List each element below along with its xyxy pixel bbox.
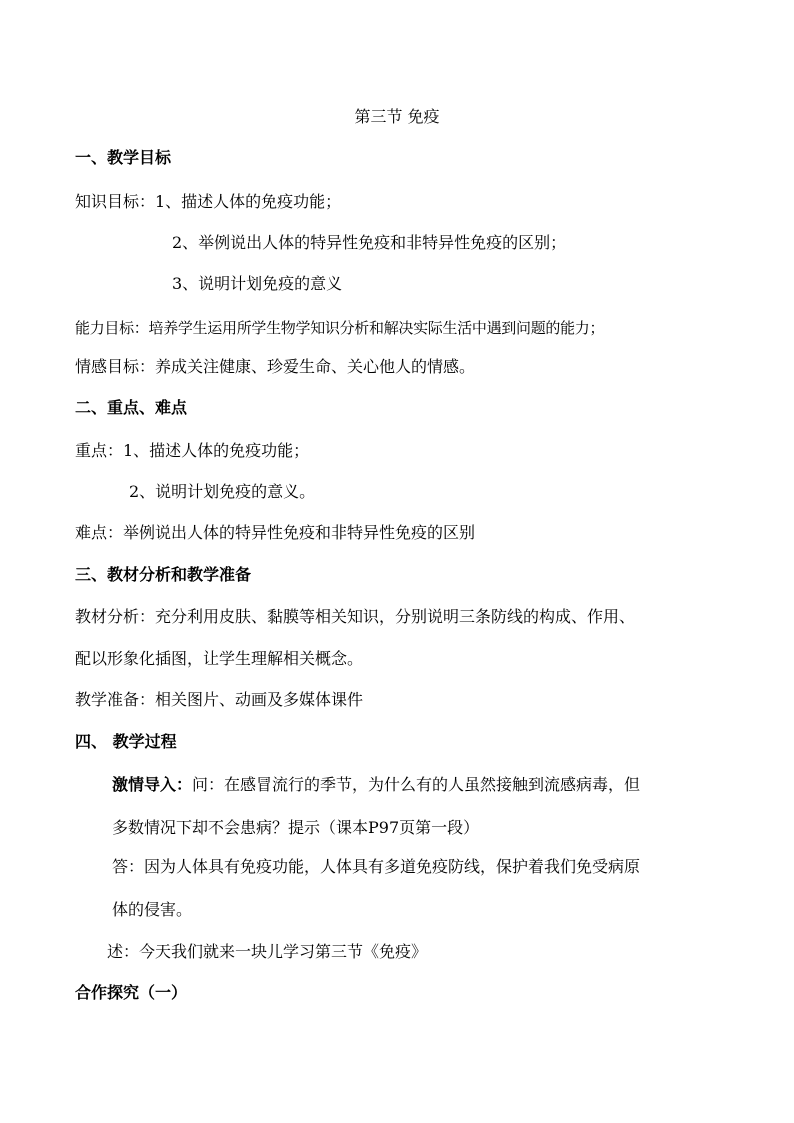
intro-question: 问：在感冒流行的季节，为什么有的人虽然接触到流感病毒，但 xyxy=(192,775,641,794)
knowledge-objective-1: 知识目标：1、描述人体的免疫功能； xyxy=(75,192,342,211)
key-point-1: 重点：1、描述人体的免疫功能； xyxy=(75,441,310,460)
section4-heading: 四、 教学过程 xyxy=(75,732,177,751)
analysis-line2: 配以形象化插图，让学生理解相关概念。 xyxy=(75,649,364,668)
page-title: 第三节 免疫 xyxy=(354,107,440,126)
analysis-line1: 教材分析：充分利用皮肤、黏膜等相关知识，分别说明三条防线的构成、作用、 xyxy=(75,607,636,626)
knowledge-objective-3: 3、说明计划免疫的意义 xyxy=(172,274,343,293)
answer-line1: 答：因为人体具有免疫功能，人体具有多道免疫防线，保护着我们免受病原 xyxy=(112,857,641,876)
preparation: 教学准备：相关图片、动画及多媒体课件 xyxy=(75,690,364,709)
difficulty: 难点：举例说出人体的特异性免疫和非特异性免疫的区别 xyxy=(75,523,476,542)
knowledge-objective-2: 2、举例说出人体的特异性免疫和非特异性免疫的区别； xyxy=(172,233,567,252)
section3-heading: 三、教材分析和教学准备 xyxy=(75,565,252,584)
answer-line2: 体的侵害。 xyxy=(112,900,193,919)
intro-line1 xyxy=(112,775,640,795)
intro-line2: 多数情况下却不会患病？提示（课本P97页第一段） xyxy=(112,818,480,837)
emotion-objective: 情感目标：养成关注健康、珍爱生命、关心他人的情感。 xyxy=(75,357,476,376)
intro-label: 激情导入： xyxy=(112,775,193,794)
section2-heading: 二、重点、难点 xyxy=(75,398,188,417)
section1-heading: 一、教学目标 xyxy=(75,148,172,167)
statement: 述：今天我们就来一块儿学习第三节《免疫》 xyxy=(107,942,428,961)
explore-heading: 合作探究（一） xyxy=(75,983,188,1002)
ability-objective: 能力目标：培养学生运用所学生物学知识分析和解决实际生活中遇到问题的能力； xyxy=(75,319,605,337)
key-point-2: 2、说明计划免疫的意义。 xyxy=(129,482,316,501)
